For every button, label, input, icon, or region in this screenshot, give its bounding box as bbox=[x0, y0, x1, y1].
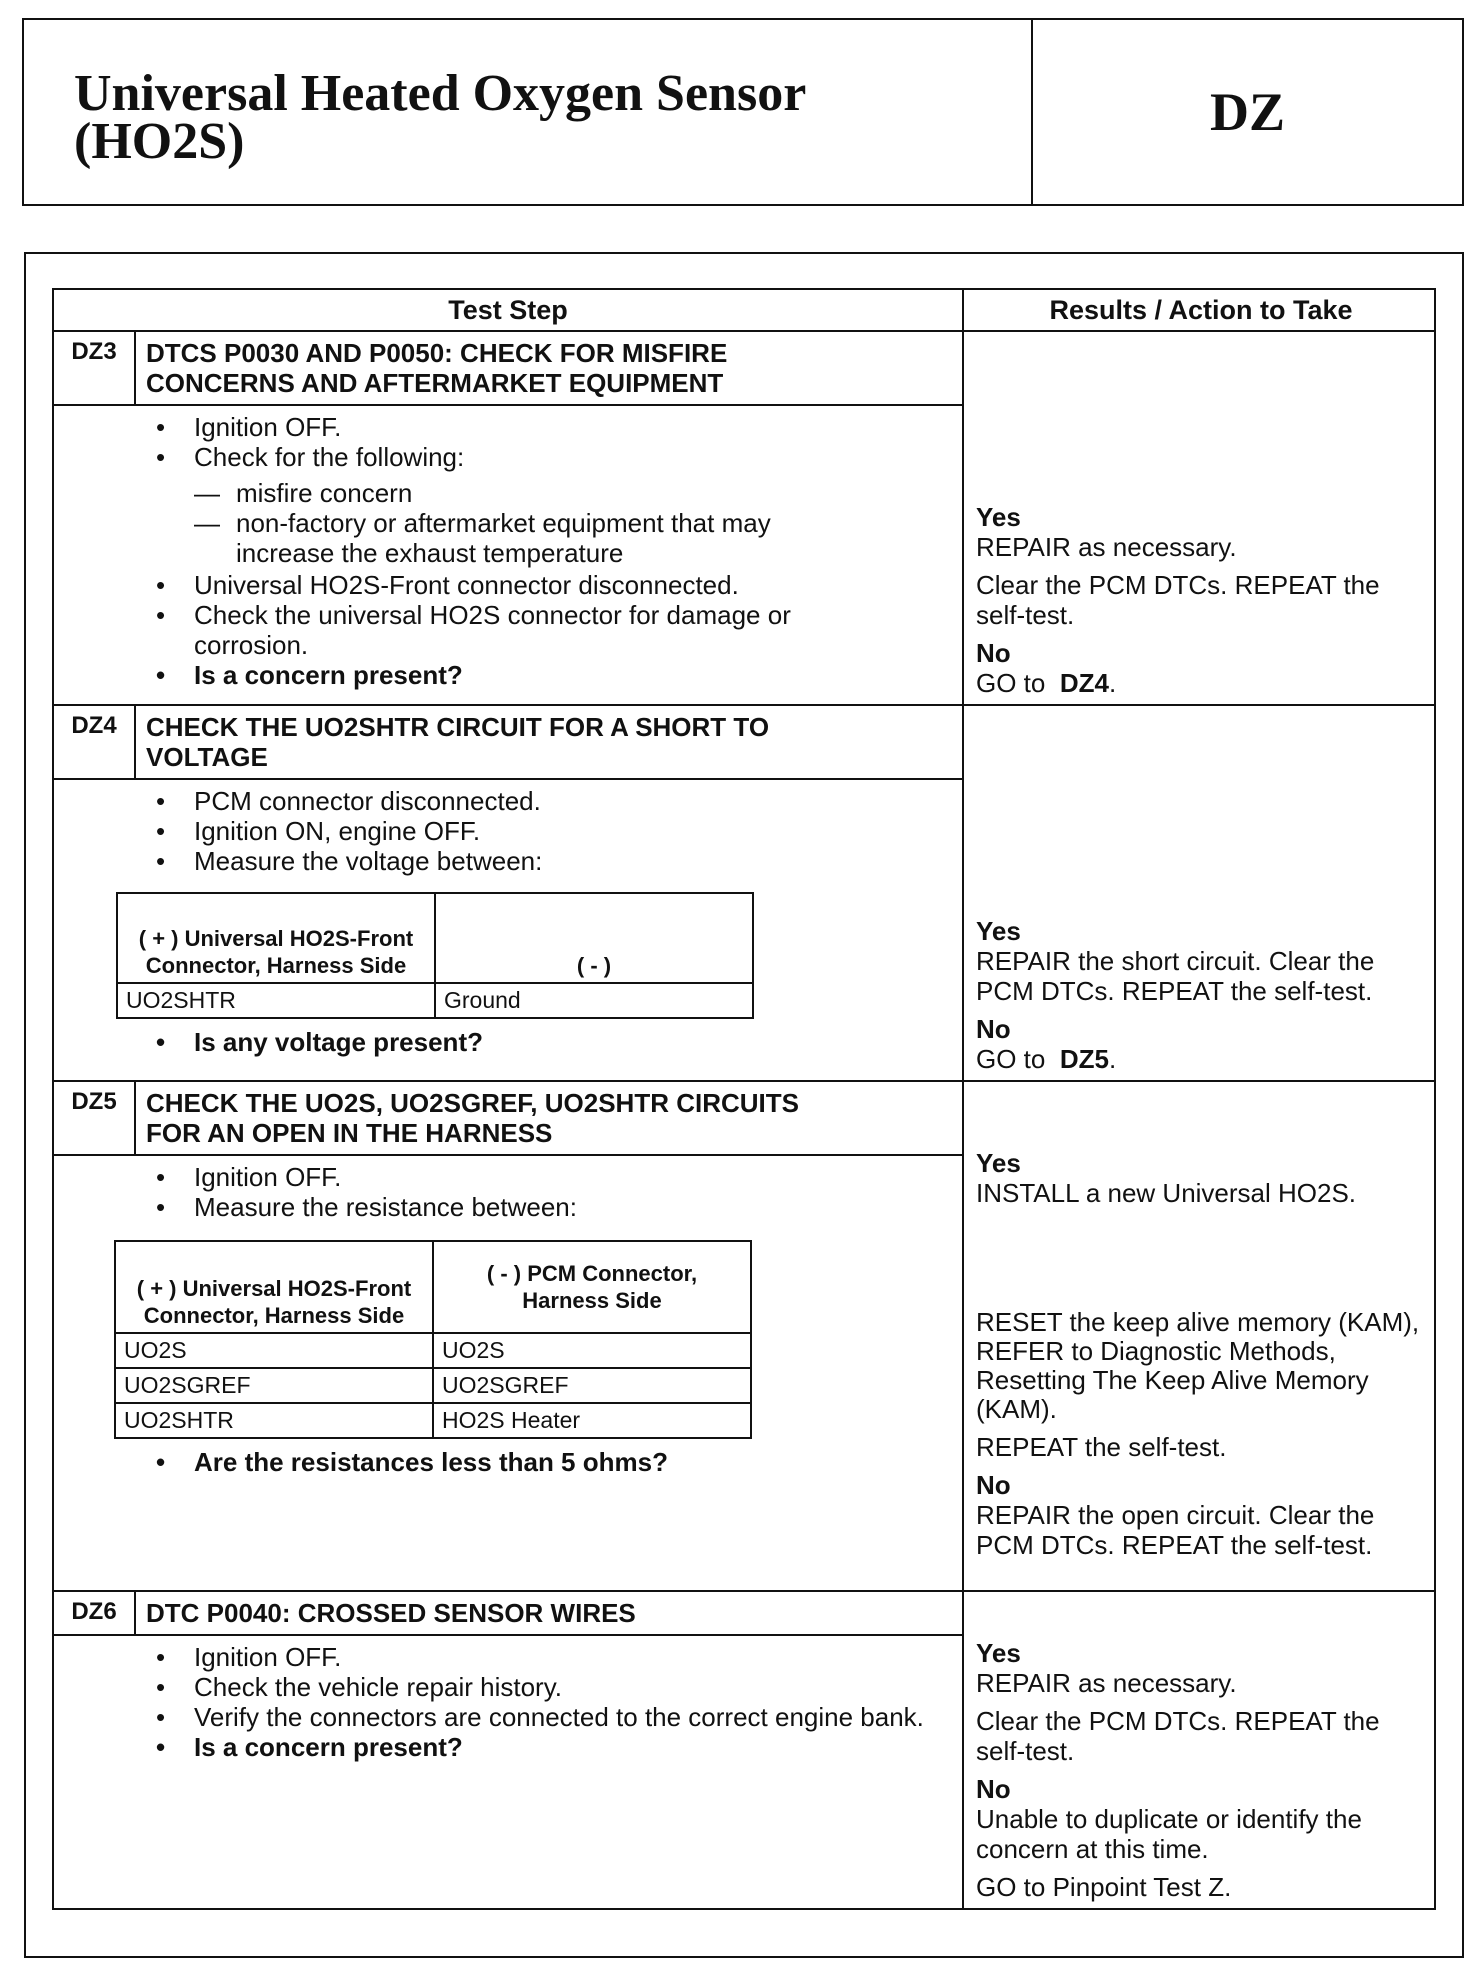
check-item: — misfire concern bbox=[194, 478, 962, 508]
no-action-ref: DZ4 bbox=[1059, 668, 1109, 698]
step-title-line: VOLTAGE bbox=[146, 742, 268, 772]
step-instruction: • Ignition OFF. bbox=[154, 412, 962, 442]
table-cell: Ground bbox=[435, 983, 753, 1018]
step-results bbox=[964, 1592, 1438, 1908]
step-results bbox=[964, 1082, 1438, 1590]
step-results bbox=[964, 706, 1438, 1080]
step-question: • Is any voltage present? bbox=[154, 1027, 962, 1057]
yes-label: Yes bbox=[976, 502, 1021, 532]
yes-label: Yes bbox=[976, 1638, 1021, 1668]
column-header-test-step: Test Step bbox=[54, 290, 964, 330]
step-instruction: • Verify the connectors are connected to the correct engine bank. bbox=[154, 1702, 934, 1732]
test-step-dz5 bbox=[52, 1082, 1436, 1592]
test-step-dz4 bbox=[52, 706, 1436, 1082]
table-cell: UO2S bbox=[115, 1333, 433, 1368]
page-title-line-1: Universal Heated Oxygen Sensor bbox=[74, 65, 807, 122]
table-header-cell: ( - ) PCM Connector, Harness Side bbox=[433, 1241, 751, 1333]
table-cell: UO2SGREF bbox=[433, 1368, 751, 1403]
table-cell: UO2SGREF bbox=[115, 1368, 433, 1403]
step-instruction: • Check the vehicle repair history. bbox=[154, 1672, 962, 1702]
step-question: • Are the resistances less than 5 ohms? bbox=[154, 1447, 962, 1477]
step-title-line: CONCERNS AND AFTERMARKET EQUIPMENT bbox=[146, 368, 724, 398]
yes-action: RESET the keep alive memory (KAM), REFER to Diagnostic Methods, Resetting The Keep Alive Memory (KAM). bbox=[976, 1307, 1420, 1424]
table-cell: UO2SHTR bbox=[117, 983, 435, 1018]
step-instruction: • Measure the resistance between: bbox=[154, 1192, 962, 1222]
no-label: No bbox=[976, 1014, 1011, 1044]
step-id: DZ3 bbox=[54, 332, 136, 404]
resistance-measure-table bbox=[114, 1240, 752, 1439]
step-instruction: • Check the universal HO2S connector for damage or corrosion. bbox=[154, 600, 894, 660]
step-title bbox=[136, 1082, 962, 1154]
no-action-text: GO to bbox=[976, 1044, 1046, 1074]
step-id: DZ5 bbox=[54, 1082, 136, 1154]
no-action: GO to Pinpoint Test Z. bbox=[976, 1872, 1232, 1902]
step-instruction: • Ignition ON, engine OFF. bbox=[154, 816, 962, 846]
table-header-cell: ( - ) bbox=[435, 893, 753, 983]
step-title-line: DTCS P0030 AND P0050: CHECK FOR MISFIRE bbox=[146, 338, 728, 368]
step-instruction: • Measure the voltage between: bbox=[154, 846, 962, 876]
table-cell: UO2S bbox=[433, 1333, 751, 1368]
no-action: REPAIR the open circuit. Clear the PCM DTCs. REPEAT the self-test. bbox=[976, 1500, 1375, 1560]
table-row bbox=[115, 1368, 751, 1403]
yes-action: Clear the PCM DTCs. REPEAT the self-test. bbox=[976, 1706, 1380, 1766]
step-instruction: • Universal HO2S-Front connector disconnected. bbox=[154, 570, 962, 600]
table-cell: HO2S Heater bbox=[433, 1403, 751, 1438]
voltage-measure-table bbox=[116, 892, 754, 1019]
table-row bbox=[117, 983, 753, 1018]
step-id: DZ4 bbox=[54, 706, 136, 778]
yes-action: Clear the PCM DTCs. REPEAT the self-test. bbox=[976, 570, 1380, 630]
step-title-line: CHECK THE UO2SHTR CIRCUIT FOR A SHORT TO bbox=[146, 712, 770, 742]
step-instruction: • Ignition OFF. bbox=[154, 1162, 962, 1192]
pinpoint-test-table bbox=[52, 288, 1436, 1910]
step-title bbox=[136, 1592, 962, 1634]
step-instruction: • Ignition OFF. bbox=[154, 1642, 962, 1672]
section-code: DZ bbox=[1209, 82, 1285, 142]
yes-action: REPAIR as necessary. bbox=[976, 1668, 1237, 1698]
no-action-ref: DZ5 bbox=[1059, 1044, 1109, 1074]
no-action: Unable to duplicate or identify the concern at this time. bbox=[976, 1804, 1362, 1864]
no-label: No bbox=[976, 1774, 1011, 1804]
page-header bbox=[22, 18, 1464, 206]
step-title bbox=[136, 706, 962, 778]
table-row bbox=[115, 1403, 751, 1438]
yes-action: REPAIR the short circuit. Clear the PCM DTCs. REPEAT the self-test. bbox=[976, 946, 1375, 1006]
step-title bbox=[136, 332, 962, 404]
step-instruction: • Check for the following: bbox=[154, 442, 962, 472]
page-title bbox=[74, 65, 807, 170]
step-question: • Is a concern present? bbox=[154, 660, 962, 690]
test-step-dz6 bbox=[52, 1592, 1436, 1910]
step-instruction: • PCM connector disconnected. bbox=[154, 786, 962, 816]
no-action: GO to DZ5. bbox=[976, 1044, 1117, 1074]
no-label: No bbox=[976, 638, 1011, 668]
no-action: GO to DZ4. bbox=[976, 668, 1117, 698]
step-question: • Is a concern present? bbox=[154, 1732, 962, 1762]
step-id: DZ6 bbox=[54, 1592, 136, 1634]
yes-action: REPAIR as necessary. bbox=[976, 532, 1237, 562]
step-title-line: DTC P0040: CROSSED SENSOR WIRES bbox=[146, 1598, 636, 1628]
step-title-line: FOR AN OPEN IN THE HARNESS bbox=[146, 1118, 553, 1148]
no-label: No bbox=[976, 1470, 1011, 1500]
yes-label: Yes bbox=[976, 1148, 1021, 1178]
step-title-line: CHECK THE UO2S, UO2SGREF, UO2SHTR CIRCUITS bbox=[146, 1088, 799, 1118]
column-header-results: Results / Action to Take bbox=[1049, 294, 1353, 325]
yes-label: Yes bbox=[976, 916, 1021, 946]
no-action-text: GO to bbox=[976, 668, 1046, 698]
table-cell: UO2SHTR bbox=[115, 1403, 433, 1438]
table-row bbox=[115, 1333, 751, 1368]
yes-action: INSTALL a new Universal HO2S. bbox=[976, 1178, 1357, 1208]
table-header-cell: ( + ) Universal HO2S-Front Connector, Harness Side bbox=[115, 1241, 433, 1333]
page-title-line-2: (HO2S) bbox=[74, 113, 245, 170]
yes-action: REPEAT the self-test. bbox=[976, 1432, 1227, 1462]
test-step-dz3 bbox=[52, 332, 1436, 706]
check-item: — non-factory or aftermarket equipment that may increase the exhaust temperature bbox=[194, 508, 796, 568]
step-results bbox=[964, 332, 1438, 704]
table-header-row bbox=[52, 288, 1436, 332]
table-header-cell: ( + ) Universal HO2S-Front Connector, Harness Side bbox=[117, 893, 435, 983]
